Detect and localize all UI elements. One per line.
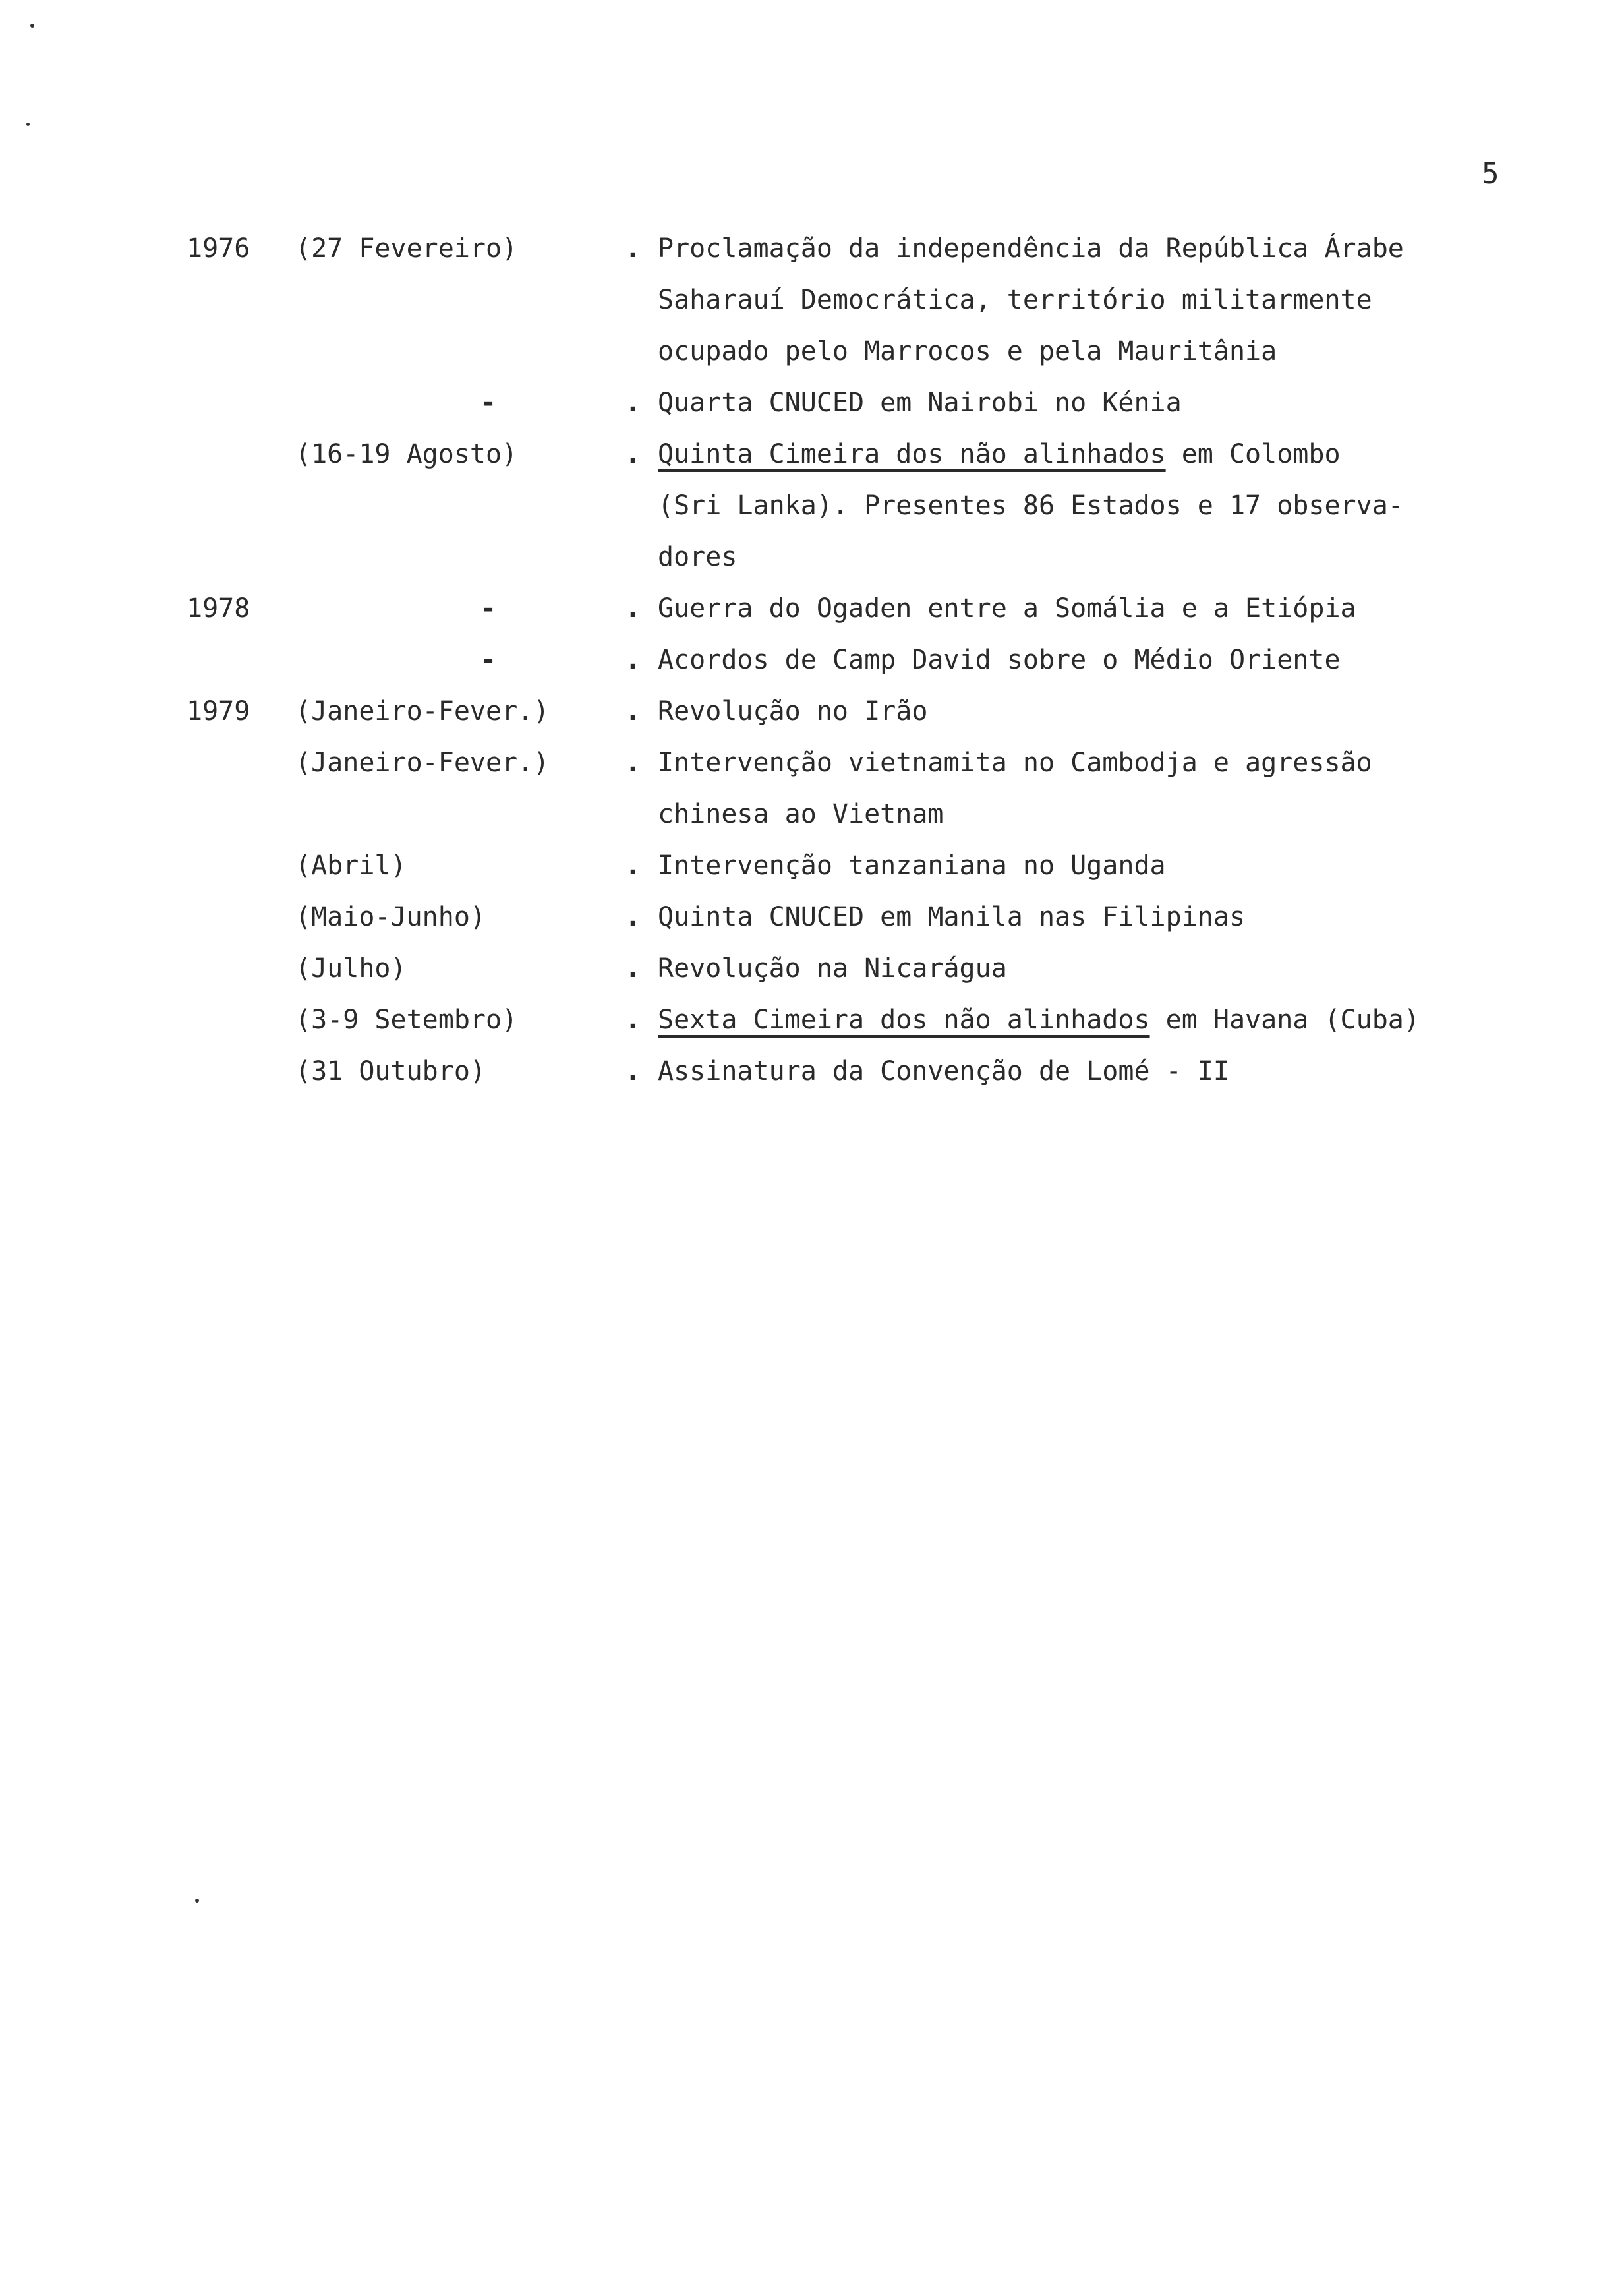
entry-bullet: . [625,953,641,984]
description-line: Guerra do Ogaden entre a Somália e a Etiópia [658,593,1356,624]
entry-bullet: . [625,902,641,932]
timeline-entry [187,223,1557,377]
underlined-title: Quinta Cimeira dos não alinhados [658,439,1166,469]
entry-description [658,994,1557,1046]
entry-description [658,429,1557,583]
description-line: dores [658,542,738,572]
description-line: Assinatura da Convenção de Lomé - II [658,1056,1229,1086]
underlined-title: Sexta Cimeira dos não alinhados [658,1005,1150,1035]
entry-description [658,686,1557,737]
entry-date: - [480,645,496,675]
entry-date: (3-9 Setembro) [295,1005,518,1035]
entry-description [658,634,1557,686]
description-line: Acordos de Camp David sobre o Médio Oriente [658,645,1341,675]
entry-bullet: . [625,696,641,727]
entry-bullet: . [625,593,641,624]
timeline-entry [187,943,1557,994]
entry-year: 1976 [187,233,250,264]
timeline-entry [187,737,1557,840]
entry-description [658,223,1557,377]
entry-description [658,840,1557,891]
description-line [658,429,1557,480]
entry-bullet: . [625,1005,641,1035]
page-number: 5 [1482,157,1499,191]
timeline-entry [187,429,1557,583]
entry-bullet: . [625,439,641,469]
entry-description [658,737,1557,840]
entry-description [658,377,1557,429]
description-line: Revolução na Nicarágua [658,953,1007,984]
entry-date: (Maio-Junho) [295,902,486,932]
description-line: (Sri Lanka). Presentes 86 Estados e 17 observa- [658,490,1404,521]
timeline-entry [187,583,1557,634]
scan-speck [195,1899,199,1903]
entry-date: - [480,593,496,624]
description-line: Proclamação da independência da República Árabe [658,233,1404,264]
description-line: chinesa ao Vietnam [658,799,944,829]
description-line: Revolução no Irão [658,696,928,727]
entry-bullet: . [625,748,641,778]
description-line: Intervenção vietnamita no Cambodja e agressão [658,748,1372,778]
entry-bullet: . [625,388,641,418]
description-line: Quinta CNUCED em Manila nas Filipinas [658,902,1246,932]
entry-date: (31 Outubro) [295,1056,486,1086]
description-line [658,994,1557,1046]
entry-description [658,583,1557,634]
entry-description [658,891,1557,943]
timeline-list [187,223,1557,1097]
description-line: Quarta CNUCED em Nairobi no Kénia [658,388,1182,418]
entry-bullet: . [625,645,641,675]
entry-date: (16-19 Agosto) [295,439,518,469]
entry-year: 1978 [187,593,250,624]
timeline-entry [187,994,1557,1046]
description-line: Saharauí Democrática, território militarmente [658,285,1372,315]
entry-date: (Janeiro-Fever.) [295,696,550,727]
timeline-entry [187,1046,1557,1097]
entry-description [658,1046,1557,1097]
entry-description [658,943,1557,994]
timeline-entry [187,686,1557,737]
entry-bullet: . [625,1056,641,1086]
entry-date: (Julho) [295,953,407,984]
entry-date: (Abril) [295,850,407,881]
scan-speck [26,123,30,126]
timeline-entry [187,377,1557,429]
entry-date: (27 Fevereiro) [295,233,518,264]
timeline-entry [187,891,1557,943]
entry-date: - [480,388,496,418]
entry-year: 1979 [187,696,250,727]
description-text: em Havana (Cuba) [1149,1005,1420,1035]
description-line: ocupado pelo Marrocos e pela Mauritânia [658,336,1277,367]
description-line: Intervenção tanzaniana no Uganda [658,850,1166,881]
entry-bullet: . [625,850,641,881]
entry-date: (Janeiro-Fever.) [295,748,550,778]
description-text: em Colombo [1165,439,1341,469]
scan-speck [30,24,34,28]
timeline-entry [187,634,1557,686]
entry-bullet: . [625,233,641,264]
timeline-entry [187,840,1557,891]
